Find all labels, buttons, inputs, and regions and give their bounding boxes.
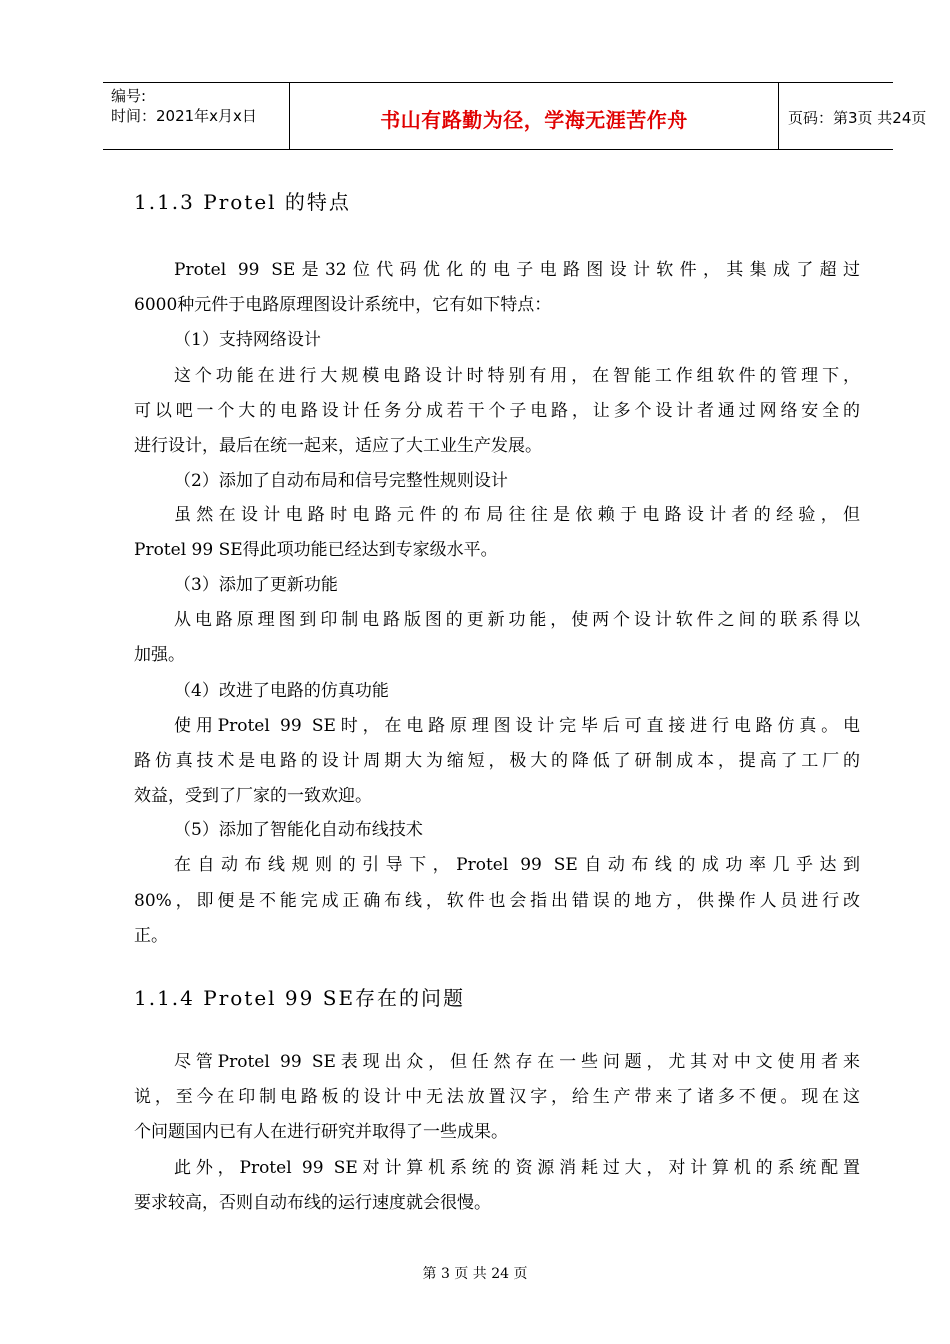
header-meta	[103, 83, 289, 149]
paragraph-line: 正。	[134, 926, 168, 946]
list-heading: （5）添加了智能化自动布线技术	[174, 820, 423, 840]
paragraph-line: 使用Protel 99 SE时，在电路原理图设计完毕后可直接进行电路仿真。电	[174, 716, 860, 736]
paragraph-line: 在自动布线规则的引导下，Protel 99 SE自动布线的成功率几乎达到	[174, 855, 860, 875]
header-page-info: 页码：第3页 共24页	[788, 109, 927, 127]
paragraph-line: 个问题国内已有人在进行研究并取得了一些成果。	[134, 1122, 508, 1142]
paragraph-line: 6000种元件于电路原理图设计系统中，它有如下特点：	[134, 295, 552, 315]
section-title-protel-features: 1.1.3 Protel 的特点	[134, 190, 351, 214]
list-heading: （3）添加了更新功能	[174, 575, 338, 595]
paragraph-line: 进行设计，最后在统一起来，适应了大工业生产发展。	[134, 436, 542, 456]
paragraph-line: 加强。	[134, 645, 185, 665]
list-heading: （4）改进了电路的仿真功能	[174, 681, 389, 701]
paragraph-line: 可以吧一个大的电路设计任务分成若干个子电路，让多个设计者通过网络安全的	[134, 401, 860, 421]
paragraph-line: 路仿真技术是电路的设计周期大为缩短，极大的降低了研制成本，提高了工厂的	[134, 751, 860, 771]
paragraph-line: 这个功能在进行大规模电路设计时特别有用，在智能工作组软件的管理下，	[174, 366, 860, 386]
header-motto: 书山有路勤为径，学海无涯苦作舟	[380, 108, 688, 132]
paragraph-line: 说，至今在印制电路板的设计中无法放置汉字，给生产带来了诸多不便。现在这	[134, 1087, 860, 1107]
header-page-cell	[778, 83, 927, 149]
section-title-protel-issues: 1.1.4 Protel 99 SE存在的问题	[134, 986, 466, 1010]
header-motto-cell	[289, 83, 779, 149]
paragraph-line: 80%，即便是不能完成正确布线，软件也会指出错误的地方，供操作人员进行改	[134, 891, 860, 911]
paragraph-line: 要求较高，否则自动布线的运行速度就会很慢。	[134, 1193, 491, 1213]
paragraph-line: 此外，Protel 99 SE对计算机系统的资源消耗过大，对计算机的系统配置	[174, 1158, 860, 1178]
paragraph-line: Protel 99 SE得此项功能已经达到专家级水平。	[134, 540, 498, 560]
document-number-label: 编号:	[111, 87, 147, 105]
paragraph-line: 尽管Protel 99 SE表现出众，但任然存在一些问题，尤其对中文使用者来	[174, 1052, 860, 1072]
paragraph-line: 效益，受到了厂家的一致欢迎。	[134, 786, 372, 806]
document-time: 时间：2021年x月x日	[111, 107, 257, 125]
list-heading: （1）支持网络设计	[174, 330, 321, 350]
paragraph-line: 从电路原理图到印制电路版图的更新功能，使两个设计软件之间的联系得以	[174, 610, 860, 630]
page-footer: 第 3 页 共 24 页	[422, 1266, 528, 1282]
page-header	[103, 82, 927, 150]
paragraph-line: 虽然在设计电路时电路元件的布局往往是依赖于电路设计者的经验，但	[174, 505, 860, 525]
list-heading: （2）添加了自动布局和信号完整性规则设计	[174, 471, 508, 491]
paragraph-line: Protel 99 SE是32位代码优化的电子电路图设计软件，其集成了超过	[174, 260, 860, 280]
